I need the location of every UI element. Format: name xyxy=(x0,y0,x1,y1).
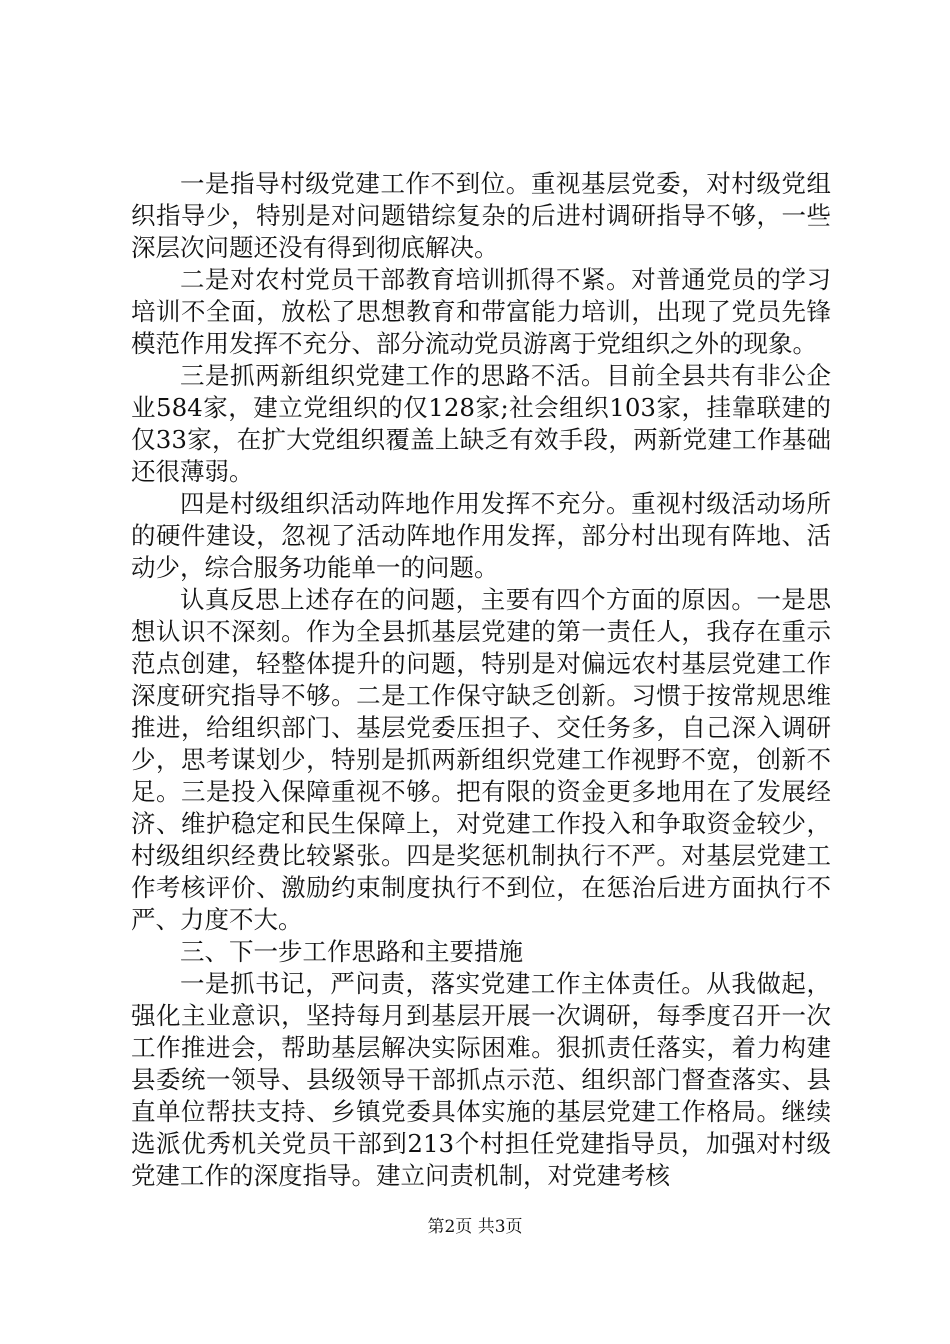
paragraph-new-organizations: 三是抓两新组织党建工作的思路不活。目前全县共有非公企业584家，建立党组织的仅128家;社会组织103家，挂靠联建的仅33家，在扩大党组织覆盖上缺乏有效手段，两新党建工作基础还很薄弱。 xyxy=(131,361,831,486)
page-footer: 第2页 共3页 xyxy=(427,1217,523,1237)
paragraph-cause-analysis: 认真反思上述存在的问题，主要有四个方面的原因。一是思想认识不深刻。作为全县抓基层党建的第一责任人，我存在重示范点创建，轻整体提升的问题，特别是对偏远农村基层党建工作深度研究指导不够。二是工作保守缺乏创新。习惯于按常规思维推进，给组织部门、基层党委压担子、交任务多，自己深入调研少，思考谋划少，特别是抓两新组织党建工作视野不宽，创新不足。三是投入保障重视不够。把有限的资金更多地用在了发展经济、维护稳定和民生保障上，对党建工作投入和争取资金较少，村级组织经费比较紧张。四是奖惩机制执行不严。对基层党建工作考核评价、激励约束制度执行不到位，在惩治后进方面执行不严、力度不大。 xyxy=(131,585,831,934)
paragraph-measure-one: 一是抓书记，严问责，落实党建工作主体责任。从我做起，强化主业意识，坚持每月到基层开展一次调研，每季度召开一次工作推进会，帮助基层解决实际困难。狠抓责任落实，着力构建县委统一领导、县级领导干部抓点示范、组织部门督查落实、县直单位帮扶支持、乡镇党委具体实施的基层党建工作格局。继续选派优秀机关党员干部到213个村担任党建指导员，加强对村级党建工作的深度指导。建立问责机制，对党建考核 xyxy=(131,969,831,1190)
paragraph-activity-venues: 四是村级组织活动阵地作用发挥不充分。重视村级活动场所的硬件建设，忽视了活动阵地作用发挥，部分村出现有阵地、活动少，综合服务功能单一的问题。 xyxy=(131,489,831,582)
paragraph-village-guidance: 一是指导村级党建工作不到位。重视基层党委，对村级党组织指导少，特别是对问题错综复杂的后进村调研指导不够，一些深层次问题还没有得到彻底解决。 xyxy=(131,169,831,262)
paragraph-member-training: 二是对农村党员干部教育培训抓得不紧。对普通党员的学习培训不全面，放松了思想教育和带富能力培训，出现了党员先锋模范作用发挥不充分、部分流动党员游离于党组织之外的现象。 xyxy=(131,265,831,358)
section-heading: 三、下一步工作思路和主要措施 xyxy=(180,937,523,966)
document-body xyxy=(131,168,831,1192)
